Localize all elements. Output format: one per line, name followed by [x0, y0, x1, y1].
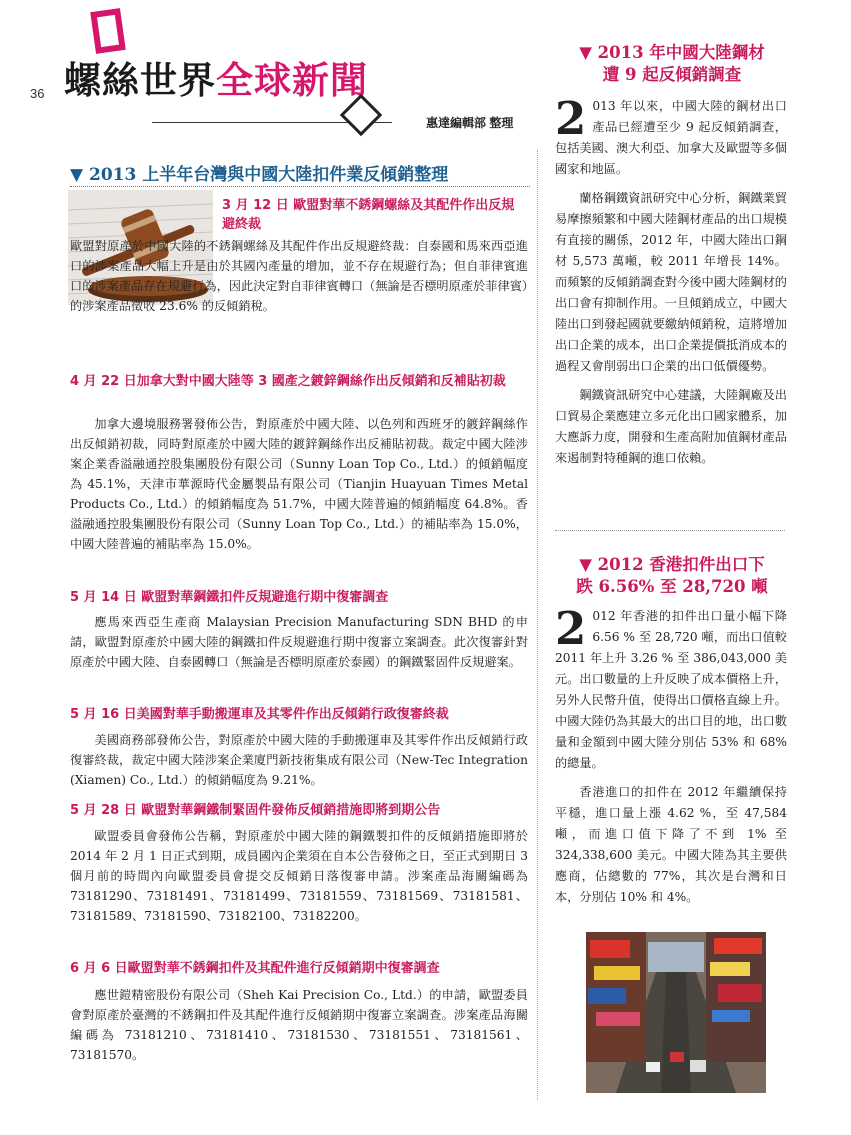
story-1-title	[552, 42, 792, 86]
article-2-text: 加拿大邊境服務署發佈公告，對原產於中國大陸、以色列和西班牙的鍍鋅鋼絲作出反傾銷初裁，同時對原產於中國大陸的鍍鋅鋼絲作出反補貼初裁。裁定中國大陸涉案企業香溢融通控股集團股份有限公司（Sunny Loan Top Co., Ltd.）的傾銷幅度為 45.1%，天津市華源時代金屬製品有限公司（Tianjin Huayuan Times Metal Products Co., Ltd.）的傾銷幅度為 51.7%，中國大陸普遍的傾銷幅度 64.8%。香溢融通控股集團股份有限公司（Sunny Loan Top Co., Ltd.）的補貼率為 15.0%，中國大陸普遍的補貼率為 15.0%。	[70, 417, 528, 551]
story-1-drop-cap: 2	[555, 92, 587, 145]
article-4-text: 美國商務部發佈公告，對原產於中國大陸的手動搬運車及其零件作出反傾銷行政復審終裁，裁定中國大陸涉案企業廈門新技術集成有限公司（New-Tec Integration (Xiamen) Co., Ltd.）的傾銷幅度為 9.21%。	[70, 733, 528, 787]
story-1-para1: 2 013 年以來，中國大陸的鋼材出口產品已經遭至少 9 起反傾銷調查，包括美國、澳大利亞、加拿大及歐盟等多個國家和地區。	[555, 92, 787, 176]
story-1-para3: 鋼鐵資訊研究中心建議，大陸鋼廠及出口貿易企業應建立多元化出口國家體系，加大應訴力度，開發和生產高附加值鋼材產品來遏制對特種鋼的進口依賴。	[555, 388, 787, 465]
story-2-body	[555, 602, 787, 908]
article-2-body	[70, 414, 528, 554]
story-1-title-line1: ▼ 2013 年中國大陸鋼材	[579, 43, 765, 62]
magazine-section-title	[64, 58, 368, 102]
article-4-body	[70, 730, 528, 790]
story-1-para2: 蘭格鋼鐵資訊研究中心分析，鋼鐵業貿易摩擦頻繁和中國大陸鋼材產品的出口規模有直接的關係，2012 年，中國大陸出口鋼材 5,573 萬噸，較 2011 年增長 14%。而頻繁的反傾銷調查對今後中國大陸鋼材的出口會有抑制作用。一旦傾銷成立，中國大陸出口到發起國就要繳納傾銷稅，這將增加出口企業的成本，出口企業提價抵消成本的過程又會削弱出口企業的出口低價優勢。	[555, 191, 787, 373]
page-number: 36	[30, 86, 45, 101]
article-1-text: 歐盟對原產於中國大陸的不銹鋼螺絲及其配件作出反規避終裁：自泰國和馬來西亞進口的涉案產品大幅上升是由於其國內產量的增加，並不存在規避行為；但自菲律賓進口的涉案產品存在規避行為，因此決定對自菲律賓轉口（無論是否標明原產於菲律賓）的涉案產品徵收 23.6% 的反傾銷稅。	[70, 239, 528, 313]
right-column-rule	[555, 530, 785, 531]
hong-kong-street-image	[586, 932, 766, 1093]
story-1-title-line2: 遭 9 起反傾銷調查	[602, 65, 742, 84]
article-1-body	[70, 236, 528, 316]
story-2-para2: 香港進口的扣件在 2012 年繼續保持平穩，進口量上漲 4.62 %，至 47,584 噸，而進口值下降了不到 1% 至 324,338,600 美元。中國大陸為其主要供應商，佔總數的 77%，其次是台灣和日本，分別佔 10% 和 4%。	[555, 785, 787, 904]
story-2-drop-cap: 2	[555, 602, 587, 655]
title-part1: 螺絲世界	[64, 58, 216, 102]
story-2-title-line1: ▼ 2012 香港扣件出口下	[579, 555, 765, 574]
story-1-body	[555, 92, 787, 469]
article-6-heading: 6 月 6 日歐盟對華不銹鋼扣件及其配件進行反傾銷期中復審調查	[70, 961, 440, 976]
article-3-text: 應馬來西亞生產商 Malaysian Precision Manufacturing SDN BHD 的申請，歐盟對原產於中國大陸的鋼鐵扣件反規避進行期中復審立案調查。此次復審針對原產於中國大陸、自泰國轉口（無論是否標明原產於泰國）的鋼鐵緊固件反規避案。	[70, 615, 528, 669]
article-5-body	[70, 826, 528, 926]
main-section-title: ▼ 2013 上半年台灣與中國大陸扣件業反傾銷整理	[70, 165, 449, 185]
article-3-heading: 5 月 14 日 歐盟對華鋼鐵扣件反規避進行期中復審調查	[70, 590, 389, 605]
article-1-heading: 3 月 12 日 歐盟對華不銹鋼螺絲及其配件作出反規避終裁	[222, 198, 515, 232]
article-2-heading: 4 月 22 日加拿大對中國大陸等 3 國產之鍍鋅鋼絲作出反傾銷和反補貼初裁	[70, 374, 506, 389]
article-3-body	[70, 612, 528, 672]
article-4-heading: 5 月 16 日美國對華手動搬運車及其零件作出反傾銷行政復審終裁	[70, 707, 449, 722]
main-section-rule	[70, 186, 530, 187]
article-5-text: 歐盟委員會發佈公告稱，對原產於中國大陸的鋼鐵製扣件的反傾銷措施即將於 2014 年 2 月 1 日正式到期，成員國內企業須在自本公告發佈之日，至正式到期日 3 個月前的時間內向歐盟委員會提交反傾銷日落復審申請。涉案產品海關編碼為 73181290、73181491、73181499、73181559、73181569、73181581、73181589、73181590、73182100、73182200。	[70, 829, 528, 923]
story-2-title	[552, 554, 792, 598]
article-6-body	[70, 985, 528, 1065]
title-part2: 全球新聞	[216, 58, 368, 102]
story-2-title-line2: 跌 6.56% 至 28,720 噸	[576, 577, 768, 596]
decor-square-icon	[90, 8, 126, 54]
column-divider	[537, 150, 538, 1100]
article-5-heading: 5 月 28 日 歐盟對華鋼鐵制緊固件發佈反傾銷措施即將到期公告	[70, 803, 441, 818]
article-6-text: 應世鎧精密股份有限公司（Sheh Kai Precision Co., Ltd.）的申請，歐盟委員會對原產於臺灣的不銹鋼扣件及其配件進行反傾銷期中復審立案調查。涉案產品海關編碼為 73181210、73181410、73181530、73181551、73181561、73181570。	[70, 988, 528, 1062]
editor-credit: 惠達編輯部 整理	[426, 116, 514, 130]
story-2-para1: 2 012 年香港的扣件出口量小幅下降 6.56 % 至 28,720 噸，而出口值較 2011 年上升 3.26 % 至 386,043,000 美元。出口數量的上升反映了成本價格上升，另外人民幣升值，使得出口價格直線上升。中國大陸仍為其最大的出口目的地，出口數量和金額到中國大陸分別佔 53% 和 68% 的總量。	[555, 602, 787, 770]
